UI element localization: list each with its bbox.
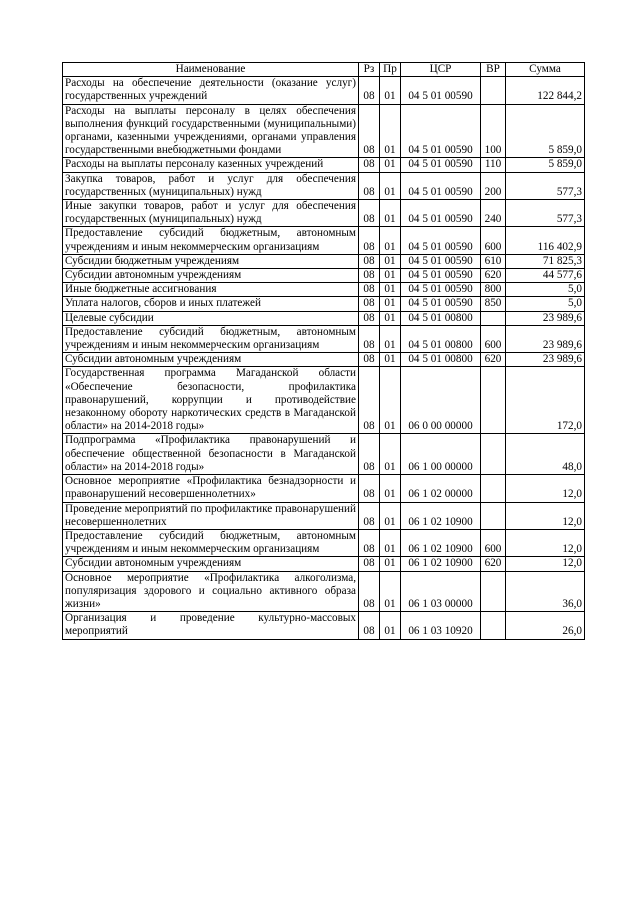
cell-pr: 01 [380, 529, 401, 556]
table-row [63, 269, 585, 283]
header-name: Наименование [63, 63, 359, 77]
cell-sum: 23 989,6 [506, 325, 585, 352]
cell-rz: 08 [359, 254, 380, 268]
table-row [63, 311, 585, 325]
cell-vr: 610 [481, 254, 506, 268]
cell-pr: 01 [380, 227, 401, 254]
cell-pr: 01 [380, 325, 401, 352]
cell-rz: 08 [359, 200, 380, 227]
cell-rz: 08 [359, 353, 380, 367]
cell-csr: 04 5 01 00590 [401, 158, 481, 172]
cell-vr [481, 475, 506, 502]
cell-pr: 01 [380, 311, 401, 325]
table-row [63, 77, 585, 104]
cell-pr: 01 [380, 571, 401, 612]
budget-table [62, 62, 585, 640]
table-row [63, 353, 585, 367]
cell-csr: 04 5 01 00590 [401, 254, 481, 268]
cell-sum: 172,0 [506, 367, 585, 434]
cell-rz: 08 [359, 529, 380, 556]
cell-rz: 08 [359, 297, 380, 311]
cell-name: Субсидии бюджетным учреждениям [63, 254, 359, 268]
cell-vr [481, 502, 506, 529]
cell-sum: 577,3 [506, 172, 585, 199]
table-row [63, 502, 585, 529]
cell-sum: 12,0 [506, 557, 585, 571]
cell-name: Целевые субсидии [63, 311, 359, 325]
cell-rz: 08 [359, 325, 380, 352]
cell-sum: 5,0 [506, 283, 585, 297]
cell-vr [481, 77, 506, 104]
cell-rz: 08 [359, 612, 380, 639]
table-row [63, 571, 585, 612]
cell-vr [481, 571, 506, 612]
cell-csr: 06 1 03 10920 [401, 612, 481, 639]
cell-vr: 600 [481, 227, 506, 254]
cell-pr: 01 [380, 475, 401, 502]
cell-csr: 06 1 02 10900 [401, 557, 481, 571]
cell-sum: 36,0 [506, 571, 585, 612]
cell-vr: 600 [481, 325, 506, 352]
cell-pr: 01 [380, 297, 401, 311]
cell-pr: 01 [380, 353, 401, 367]
cell-pr: 01 [380, 612, 401, 639]
cell-name: Закупка товаров, работ и услуг для обеспечения государственных (муниципальных) нужд [63, 172, 359, 199]
cell-name: Иные закупки товаров, работ и услуг для обеспечения государственных (муниципальных) нужд [63, 200, 359, 227]
cell-vr: 850 [481, 297, 506, 311]
cell-rz: 08 [359, 283, 380, 297]
table-row [63, 254, 585, 268]
table-row [63, 283, 585, 297]
table-row [63, 557, 585, 571]
cell-vr [481, 311, 506, 325]
cell-csr: 06 1 02 10900 [401, 502, 481, 529]
cell-sum: 12,0 [506, 529, 585, 556]
cell-csr: 06 0 00 00000 [401, 367, 481, 434]
cell-csr: 04 5 01 00800 [401, 325, 481, 352]
cell-rz: 08 [359, 571, 380, 612]
table-row [63, 104, 585, 158]
cell-vr: 600 [481, 529, 506, 556]
table-row [63, 325, 585, 352]
table-row [63, 297, 585, 311]
cell-rz: 08 [359, 502, 380, 529]
cell-pr: 01 [380, 557, 401, 571]
cell-rz: 08 [359, 269, 380, 283]
cell-name: Расходы на выплаты персоналу в целях обеспечения выполнения функций государственными (муниципальными) органами, казенными учреждениями, органами управления государственными внебюджетными фондами [63, 104, 359, 158]
cell-name: Подпрограмма «Профилактика правонарушений и обеспечение общественной безопасности в Магаданской области» на 2014-2018 годы» [63, 434, 359, 475]
cell-name: Организация и проведение культурно-массовых мероприятий [63, 612, 359, 639]
table-row [63, 172, 585, 199]
cell-sum: 26,0 [506, 612, 585, 639]
cell-csr: 04 5 01 00590 [401, 227, 481, 254]
cell-name: Субсидии автономным учреждениям [63, 557, 359, 571]
cell-pr: 01 [380, 200, 401, 227]
cell-pr: 01 [380, 283, 401, 297]
cell-csr: 04 5 01 00590 [401, 200, 481, 227]
cell-rz: 08 [359, 475, 380, 502]
cell-csr: 06 1 02 10900 [401, 529, 481, 556]
cell-pr: 01 [380, 269, 401, 283]
cell-pr: 01 [380, 254, 401, 268]
cell-pr: 01 [380, 77, 401, 104]
cell-name: Предоставление субсидий бюджетным, автономным учреждениям и иным некоммерческим организациям [63, 529, 359, 556]
cell-rz: 08 [359, 227, 380, 254]
cell-rz: 08 [359, 172, 380, 199]
cell-rz: 08 [359, 104, 380, 158]
cell-csr: 04 5 01 00800 [401, 311, 481, 325]
cell-pr: 01 [380, 104, 401, 158]
cell-sum: 5 859,0 [506, 104, 585, 158]
cell-sum: 5 859,0 [506, 158, 585, 172]
cell-name: Субсидии автономным учреждениям [63, 353, 359, 367]
cell-csr: 06 1 02 00000 [401, 475, 481, 502]
cell-sum: 48,0 [506, 434, 585, 475]
cell-vr [481, 434, 506, 475]
cell-csr: 04 5 01 00590 [401, 297, 481, 311]
cell-sum: 12,0 [506, 475, 585, 502]
cell-rz: 08 [359, 158, 380, 172]
cell-csr: 04 5 01 00590 [401, 77, 481, 104]
cell-name: Предоставление субсидий бюджетным, автономным учреждениям и иным некоммерческим организациям [63, 227, 359, 254]
cell-csr: 04 5 01 00800 [401, 353, 481, 367]
cell-sum: 23 989,6 [506, 311, 585, 325]
cell-pr: 01 [380, 172, 401, 199]
cell-sum: 12,0 [506, 502, 585, 529]
cell-vr [481, 612, 506, 639]
cell-name: Иные бюджетные ассигнования [63, 283, 359, 297]
header-vr: ВР [481, 63, 506, 77]
cell-pr: 01 [380, 158, 401, 172]
header-rz: Рз [359, 63, 380, 77]
cell-vr: 200 [481, 172, 506, 199]
cell-sum: 122 844,2 [506, 77, 585, 104]
cell-sum: 71 825,3 [506, 254, 585, 268]
cell-sum: 577,3 [506, 200, 585, 227]
cell-rz: 08 [359, 77, 380, 104]
cell-name: Расходы на выплаты персоналу казенных учреждений [63, 158, 359, 172]
table-row [63, 367, 585, 434]
cell-vr: 800 [481, 283, 506, 297]
cell-rz: 08 [359, 434, 380, 475]
cell-name: Государственная программа Магаданской области «Обеспечение безопасности, профилактика правонарушений, коррупции и противодействие незаконному обороту наркотических средств в Магаданской области» на 2014-2018 годы» [63, 367, 359, 434]
cell-vr: 620 [481, 353, 506, 367]
cell-sum: 5,0 [506, 297, 585, 311]
cell-vr: 100 [481, 104, 506, 158]
cell-csr: 04 5 01 00590 [401, 104, 481, 158]
table-row [63, 612, 585, 639]
cell-csr: 04 5 01 00590 [401, 172, 481, 199]
cell-vr [481, 367, 506, 434]
cell-vr: 240 [481, 200, 506, 227]
header-csr: ЦСР [401, 63, 481, 77]
cell-name: Субсидии автономным учреждениям [63, 269, 359, 283]
header-row [63, 63, 585, 77]
header-sum: Сумма [506, 63, 585, 77]
cell-sum: 116 402,9 [506, 227, 585, 254]
header-pr: Пр [380, 63, 401, 77]
cell-vr: 110 [481, 158, 506, 172]
cell-csr: 06 1 00 00000 [401, 434, 481, 475]
cell-sum: 44 577,6 [506, 269, 585, 283]
cell-rz: 08 [359, 367, 380, 434]
cell-name: Основное мероприятие «Профилактика безнадзорности и правонарушений несовершеннолетних» [63, 475, 359, 502]
cell-pr: 01 [380, 502, 401, 529]
table-row [63, 529, 585, 556]
cell-csr: 04 5 01 00590 [401, 283, 481, 297]
cell-csr: 06 1 03 00000 [401, 571, 481, 612]
cell-vr: 620 [481, 557, 506, 571]
cell-pr: 01 [380, 367, 401, 434]
table-row [63, 227, 585, 254]
table-row [63, 158, 585, 172]
table-row [63, 200, 585, 227]
cell-name: Проведение мероприятий по профилактике правонарушений несовершеннолетних [63, 502, 359, 529]
cell-csr: 04 5 01 00590 [401, 269, 481, 283]
cell-name: Основное мероприятие «Профилактика алкоголизма, популяризация здорового и социально активного образа жизни» [63, 571, 359, 612]
cell-rz: 08 [359, 311, 380, 325]
cell-name: Предоставление субсидий бюджетным, автономным учреждениям и иным некоммерческим организациям [63, 325, 359, 352]
cell-pr: 01 [380, 434, 401, 475]
cell-vr: 620 [481, 269, 506, 283]
cell-name: Расходы на обеспечение деятельности (оказание услуг) государственных учреждений [63, 77, 359, 104]
cell-sum: 23 989,6 [506, 353, 585, 367]
table-row [63, 475, 585, 502]
table-row [63, 434, 585, 475]
cell-name: Уплата налогов, сборов и иных платежей [63, 297, 359, 311]
cell-rz: 08 [359, 557, 380, 571]
